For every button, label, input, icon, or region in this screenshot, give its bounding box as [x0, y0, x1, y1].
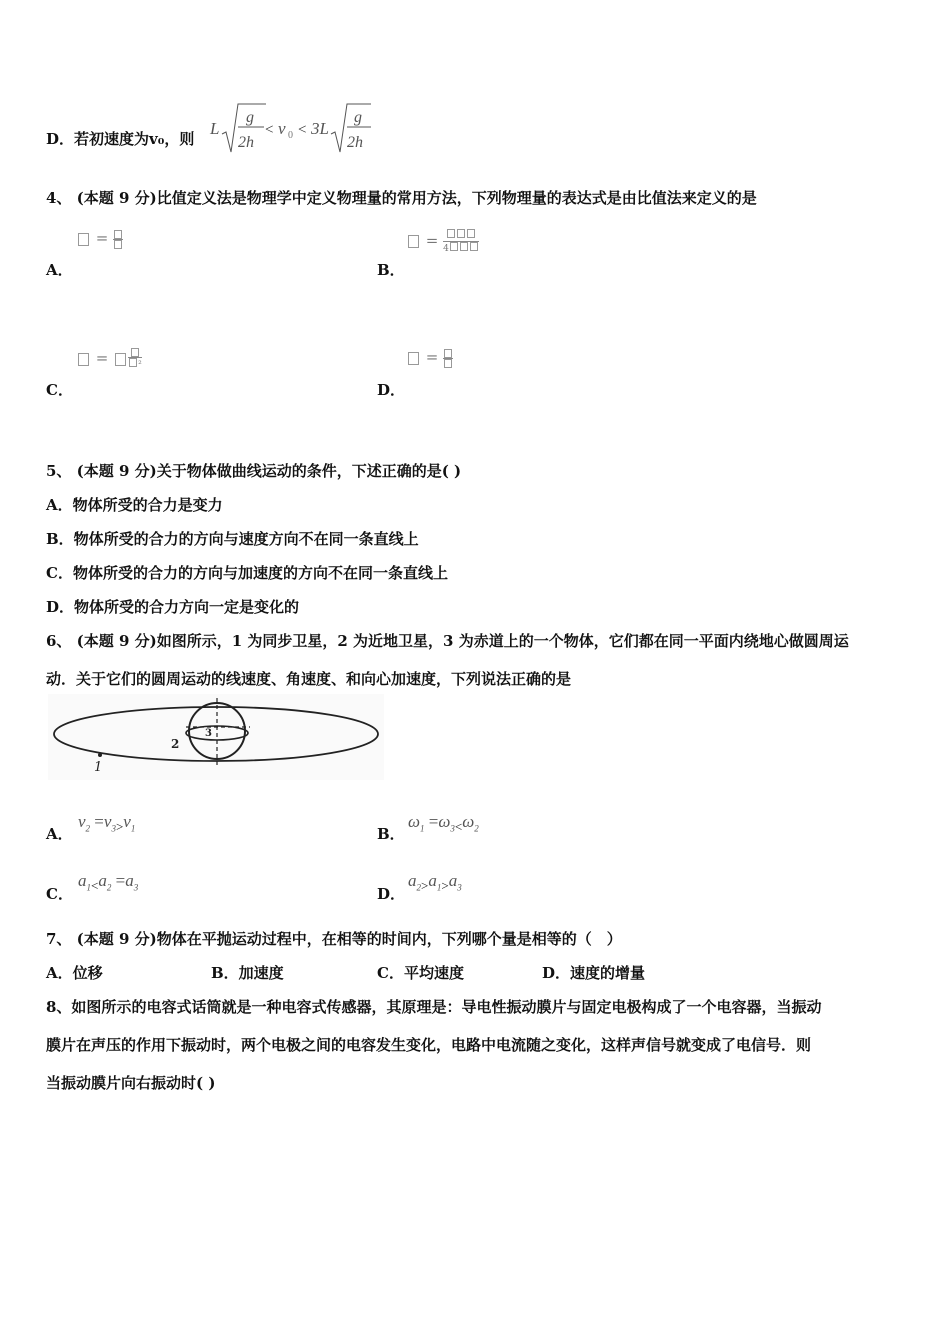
q4-eq-b: = 4: [406, 229, 479, 254]
q8-line3: 当振动膜片向右振动时( ): [46, 1074, 216, 1092]
q6-stem-line1: 6、 (本题 9 分)如图所示，1 为同步卫星，2 为近地卫星，3 为赤道上的一个物体，它们都在同一平面内绕地心做圆周运: [46, 632, 849, 650]
q3-option-d-label: D．: [46, 130, 75, 148]
figure-label-3: 3: [205, 728, 212, 739]
formula-2h1: 2h: [238, 134, 254, 151]
q3-option-d-then: ，则: [164, 130, 195, 148]
q6-option-d-formula: $a_{2>}a_{1>}a_3$: [408, 871, 462, 893]
figure-label-1: 1: [94, 760, 103, 775]
q7-option-a: A．位移: [46, 964, 103, 982]
formula-2h2: 2h: [347, 134, 363, 151]
q4-option-c: C．: [46, 381, 73, 399]
formula-v-sub: 0: [288, 130, 293, 141]
q6-option-b-formula: $\omega_1 =\omega_{3<}\omega_2$: [408, 812, 479, 834]
q4-eq-b-den: 4: [443, 244, 449, 254]
q5-option-b: B．物体所受的合力的方向与速度方向不在同一条直线上: [46, 530, 419, 548]
q6-option-d-label: D．: [377, 885, 406, 903]
q8-line1: 8、如图所示的电容式话筒就是一种电容式传感器，其原理是：导电性振动膜片与固定电极构成了一个电容器，当振动: [46, 998, 822, 1016]
q4-eq-a: =: [76, 229, 123, 249]
q6-stem-line2: 动．关于它们的圆周运动的线速度、角速度、和向心加速度，下列说法正确的是: [46, 670, 572, 688]
q5-option-a: A．物体所受的合力是变力: [46, 496, 223, 514]
q7-stem: 7、 (本题 9 分)物体在平抛运动过程中，在相等的时间内，下列哪个量是相等的（ ）: [46, 930, 622, 948]
formula-g1: g: [246, 109, 254, 126]
q3-option-d-text: 若初速度为: [74, 130, 150, 148]
q8-line2: 膜片在声压的作用下振动时，两个电极之间的电容发生变化，电路中电流随之变化，这样声信号就变成了电信号．则: [46, 1036, 812, 1054]
q6-orbit-figure: [48, 694, 384, 780]
q3-option-d: [46, 128, 194, 149]
q7-option-c: C．平均速度: [377, 964, 464, 982]
q4-option-d: D．: [377, 381, 406, 399]
q4-option-a: A．: [46, 261, 73, 279]
q3-formula: [208, 100, 378, 156]
q7-option-b: B．加速度: [211, 964, 284, 982]
formula-lt2: <: [298, 122, 307, 138]
q5-option-c: C．物体所受的合力的方向与加速度的方向不在同一条直线上: [46, 564, 448, 582]
formula-3L: 3L: [311, 119, 329, 138]
q4-eq-d: =: [406, 348, 453, 368]
q4-stem: 4、 (本题 9 分)比值定义法是物理学中定义物理量的常用方法，下列物理量的表达式是由比值法来定义的是: [46, 189, 757, 207]
q6-option-c-label: C．: [46, 885, 73, 903]
q4-eq-c: = ²: [76, 348, 142, 370]
formula-L: L: [210, 119, 220, 138]
q6-option-a-label: A．: [46, 825, 73, 843]
figure-label-2: 2: [171, 737, 180, 751]
formula-lt: <: [265, 122, 274, 138]
q6-option-c-formula: $a_{1<}a_2 =a_3$: [78, 871, 139, 893]
q6-option-a-formula: $v_2 =v_{3>}v_1$: [78, 812, 136, 834]
q4-option-b: B．: [377, 261, 405, 279]
formula-g2: g: [354, 109, 362, 126]
q6-option-b-label: B．: [377, 825, 405, 843]
q7-option-d: D．速度的增量: [542, 964, 646, 982]
q5-stem: 5、 (本题 9 分)关于物体做曲线运动的条件，下述正确的是( ): [46, 462, 462, 480]
q3-option-d-var: v₀: [149, 130, 165, 148]
q5-option-d: D．物体所受的合力方向一定是变化的: [46, 598, 300, 616]
formula-v: v: [278, 119, 286, 138]
